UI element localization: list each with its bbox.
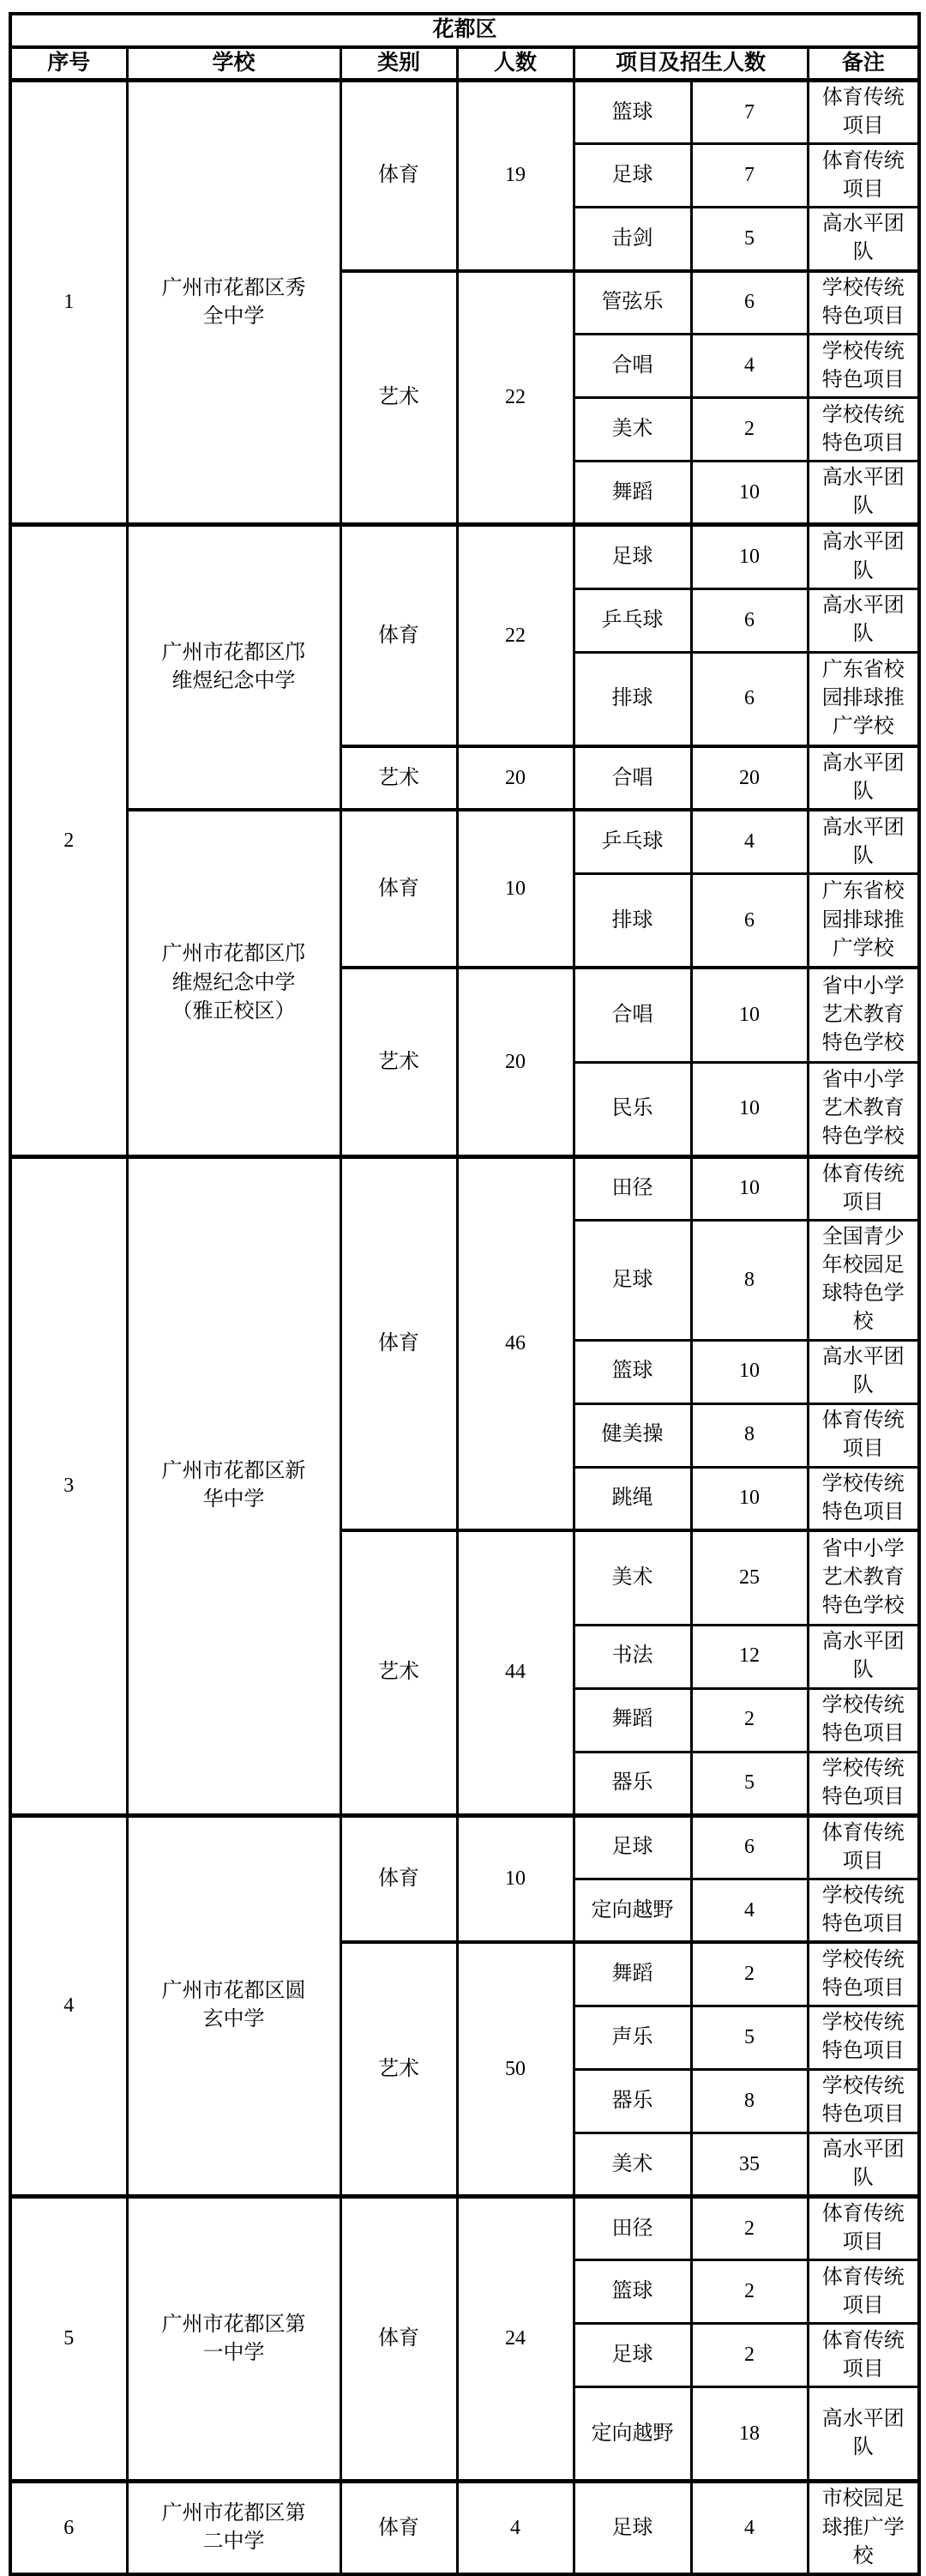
table-row <box>10 81 919 144</box>
school-name: 广州市花都区邝维煜纪念中学 <box>127 525 340 810</box>
category-count: 10 <box>457 1815 574 1942</box>
project-name: 舞蹈 <box>574 462 691 525</box>
project-remark: 市校园足球推广学校 <box>808 2482 919 2574</box>
project-remark: 高水平团队 <box>808 462 919 525</box>
category-count: 22 <box>457 525 574 746</box>
project-enrollment: 10 <box>691 1340 808 1403</box>
project-name: 击剑 <box>574 208 691 271</box>
project-remark: 体育传统项目 <box>808 2197 919 2260</box>
project-enrollment: 5 <box>691 208 808 271</box>
section-index: 2 <box>10 525 127 1156</box>
table-row <box>10 525 919 588</box>
project-enrollment: 5 <box>691 1752 808 1815</box>
project-name: 足球 <box>574 2324 691 2387</box>
col-header-category: 类别 <box>340 47 457 81</box>
project-enrollment: 7 <box>691 144 808 208</box>
project-name: 管弦乐 <box>574 271 691 335</box>
project-remark: 高水平团队 <box>808 1625 919 1688</box>
project-remark: 省中小学艺术教育特色学校 <box>808 1530 919 1625</box>
project-enrollment: 4 <box>691 335 808 398</box>
project-name: 民乐 <box>574 1062 691 1156</box>
project-name: 舞蹈 <box>574 1942 691 2006</box>
project-name: 健美操 <box>574 1403 691 1467</box>
category-name: 艺术 <box>340 1942 457 2196</box>
project-enrollment: 10 <box>691 462 808 525</box>
project-name: 篮球 <box>574 81 691 144</box>
category-count: 44 <box>457 1530 574 1815</box>
project-enrollment: 4 <box>691 810 808 873</box>
project-enrollment: 4 <box>691 1879 808 1942</box>
project-remark: 体育传统项目 <box>808 1403 919 1467</box>
project-name: 美术 <box>574 398 691 462</box>
table-row <box>10 2197 919 2260</box>
project-name: 书法 <box>574 1625 691 1688</box>
project-name: 美术 <box>574 2133 691 2196</box>
project-remark: 体育传统项目 <box>808 2260 919 2324</box>
section-index: 3 <box>10 1156 127 1815</box>
project-remark: 高水平团队 <box>808 746 919 810</box>
section-index: 1 <box>10 81 127 525</box>
project-remark: 学校传统特色项目 <box>808 2069 919 2133</box>
school-name: 广州市花都区秀全中学 <box>127 81 340 525</box>
project-enrollment: 4 <box>691 2482 808 2574</box>
category-name: 体育 <box>340 1156 457 1530</box>
project-remark: 学校传统特色项目 <box>808 398 919 462</box>
project-name: 足球 <box>574 2482 691 2574</box>
project-name: 器乐 <box>574 2069 691 2133</box>
table-row <box>10 1156 919 1220</box>
project-name: 乒乓球 <box>574 810 691 873</box>
project-name: 合唱 <box>574 968 691 1062</box>
col-header-count: 人数 <box>457 47 574 81</box>
project-enrollment: 2 <box>691 2324 808 2387</box>
school-name: 广州市花都区第二中学 <box>127 2482 340 2574</box>
project-enrollment: 10 <box>691 1062 808 1156</box>
category-name: 艺术 <box>340 746 457 810</box>
project-remark: 体育传统项目 <box>808 2324 919 2387</box>
project-enrollment: 2 <box>691 1942 808 2006</box>
project-name: 声乐 <box>574 2006 691 2069</box>
col-header-index: 序号 <box>10 47 127 81</box>
category-count: 46 <box>457 1156 574 1530</box>
project-remark: 体育传统项目 <box>808 1156 919 1220</box>
project-remark: 学校传统特色项目 <box>808 1467 919 1530</box>
category-count: 4 <box>457 2482 574 2574</box>
project-name: 排球 <box>574 873 691 968</box>
section-index: 6 <box>10 2482 127 2574</box>
project-remark: 高水平团队 <box>808 525 919 588</box>
category-name: 体育 <box>340 2197 457 2482</box>
project-enrollment: 35 <box>691 2133 808 2196</box>
project-remark: 广东省校园排球推广学校 <box>808 652 919 746</box>
project-remark: 学校传统特色项目 <box>808 1942 919 2006</box>
project-enrollment: 6 <box>691 652 808 746</box>
table-row <box>10 1815 919 1879</box>
project-name: 篮球 <box>574 2260 691 2324</box>
category-count: 24 <box>457 2197 574 2482</box>
table-row <box>10 810 919 873</box>
project-name: 足球 <box>574 1221 691 1340</box>
project-name: 排球 <box>574 652 691 746</box>
project-enrollment: 8 <box>691 1221 808 1340</box>
project-name: 足球 <box>574 1815 691 1879</box>
project-enrollment: 5 <box>691 2006 808 2069</box>
category-count: 50 <box>457 1942 574 2196</box>
school-name: 广州市花都区圆玄中学 <box>127 1815 340 2196</box>
project-remark: 高水平团队 <box>808 2387 919 2482</box>
project-enrollment: 10 <box>691 1467 808 1530</box>
project-name: 足球 <box>574 144 691 208</box>
project-name: 定向越野 <box>574 2387 691 2482</box>
project-name: 田径 <box>574 2197 691 2260</box>
project-enrollment: 2 <box>691 1688 808 1752</box>
table-header-row <box>10 47 919 81</box>
district-title: 花都区 <box>10 14 919 47</box>
section-index: 5 <box>10 2197 127 2482</box>
project-name: 器乐 <box>574 1752 691 1815</box>
project-remark: 省中小学艺术教育特色学校 <box>808 968 919 1062</box>
project-name: 跳绳 <box>574 1467 691 1530</box>
project-enrollment: 2 <box>691 2260 808 2324</box>
project-enrollment: 10 <box>691 968 808 1062</box>
project-name: 足球 <box>574 525 691 588</box>
table-row <box>10 2482 919 2574</box>
project-remark: 体育传统项目 <box>808 1815 919 1879</box>
project-remark: 学校传统特色项目 <box>808 271 919 335</box>
school-name: 广州市花都区邝维煜纪念中学（雅正校区） <box>127 810 340 1156</box>
project-enrollment: 10 <box>691 1156 808 1220</box>
category-name: 体育 <box>340 2482 457 2574</box>
category-name: 艺术 <box>340 1530 457 1815</box>
project-remark: 高水平团队 <box>808 810 919 873</box>
project-enrollment: 2 <box>691 2197 808 2260</box>
project-enrollment: 6 <box>691 588 808 652</box>
project-remark: 高水平团队 <box>808 2133 919 2196</box>
category-count: 20 <box>457 968 574 1156</box>
project-name: 田径 <box>574 1156 691 1220</box>
project-remark: 学校传统特色项目 <box>808 335 919 398</box>
project-name: 篮球 <box>574 1340 691 1403</box>
category-name: 艺术 <box>340 968 457 1156</box>
category-name: 体育 <box>340 810 457 968</box>
project-enrollment: 2 <box>691 398 808 462</box>
project-name: 美术 <box>574 1530 691 1625</box>
project-enrollment: 20 <box>691 746 808 810</box>
category-count: 20 <box>457 746 574 810</box>
project-enrollment: 12 <box>691 1625 808 1688</box>
project-remark: 全国青少年校园足球特色学校 <box>808 1221 919 1340</box>
col-header-school: 学校 <box>127 47 340 81</box>
project-remark: 学校传统特色项目 <box>808 2006 919 2069</box>
project-enrollment: 6 <box>691 1815 808 1879</box>
project-remark: 学校传统特色项目 <box>808 1879 919 1942</box>
project-remark: 高水平团队 <box>808 1340 919 1403</box>
project-remark: 体育传统项目 <box>808 81 919 144</box>
category-name: 体育 <box>340 1815 457 1942</box>
category-name: 艺术 <box>340 271 457 525</box>
school-name: 广州市花都区新华中学 <box>127 1156 340 1815</box>
project-remark: 高水平团队 <box>808 588 919 652</box>
project-remark: 省中小学艺术教育特色学校 <box>808 1062 919 1156</box>
table-row <box>10 14 919 47</box>
project-enrollment: 10 <box>691 525 808 588</box>
project-enrollment: 6 <box>691 271 808 335</box>
project-remark: 高水平团队 <box>808 208 919 271</box>
col-header-project-enrollment: 项目及招生人数 <box>574 47 808 81</box>
project-enrollment: 7 <box>691 81 808 144</box>
admissions-table <box>9 12 921 2576</box>
project-name: 合唱 <box>574 746 691 810</box>
category-name: 体育 <box>340 81 457 271</box>
category-count: 19 <box>457 81 574 271</box>
category-name: 体育 <box>340 525 457 746</box>
project-enrollment: 25 <box>691 1530 808 1625</box>
category-count: 22 <box>457 271 574 525</box>
project-enrollment: 8 <box>691 1403 808 1467</box>
col-header-remark: 备注 <box>808 47 919 81</box>
project-remark: 体育传统项目 <box>808 144 919 208</box>
project-remark: 学校传统特色项目 <box>808 1688 919 1752</box>
project-name: 合唱 <box>574 335 691 398</box>
project-enrollment: 8 <box>691 2069 808 2133</box>
project-enrollment: 6 <box>691 873 808 968</box>
project-remark: 广东省校园排球推广学校 <box>808 873 919 968</box>
project-enrollment: 18 <box>691 2387 808 2482</box>
category-count: 10 <box>457 810 574 968</box>
section-index: 4 <box>10 1815 127 2196</box>
project-remark: 学校传统特色项目 <box>808 1752 919 1815</box>
project-name: 乒乓球 <box>574 588 691 652</box>
project-name: 定向越野 <box>574 1879 691 1942</box>
project-name: 舞蹈 <box>574 1688 691 1752</box>
school-name: 广州市花都区第一中学 <box>127 2197 340 2482</box>
